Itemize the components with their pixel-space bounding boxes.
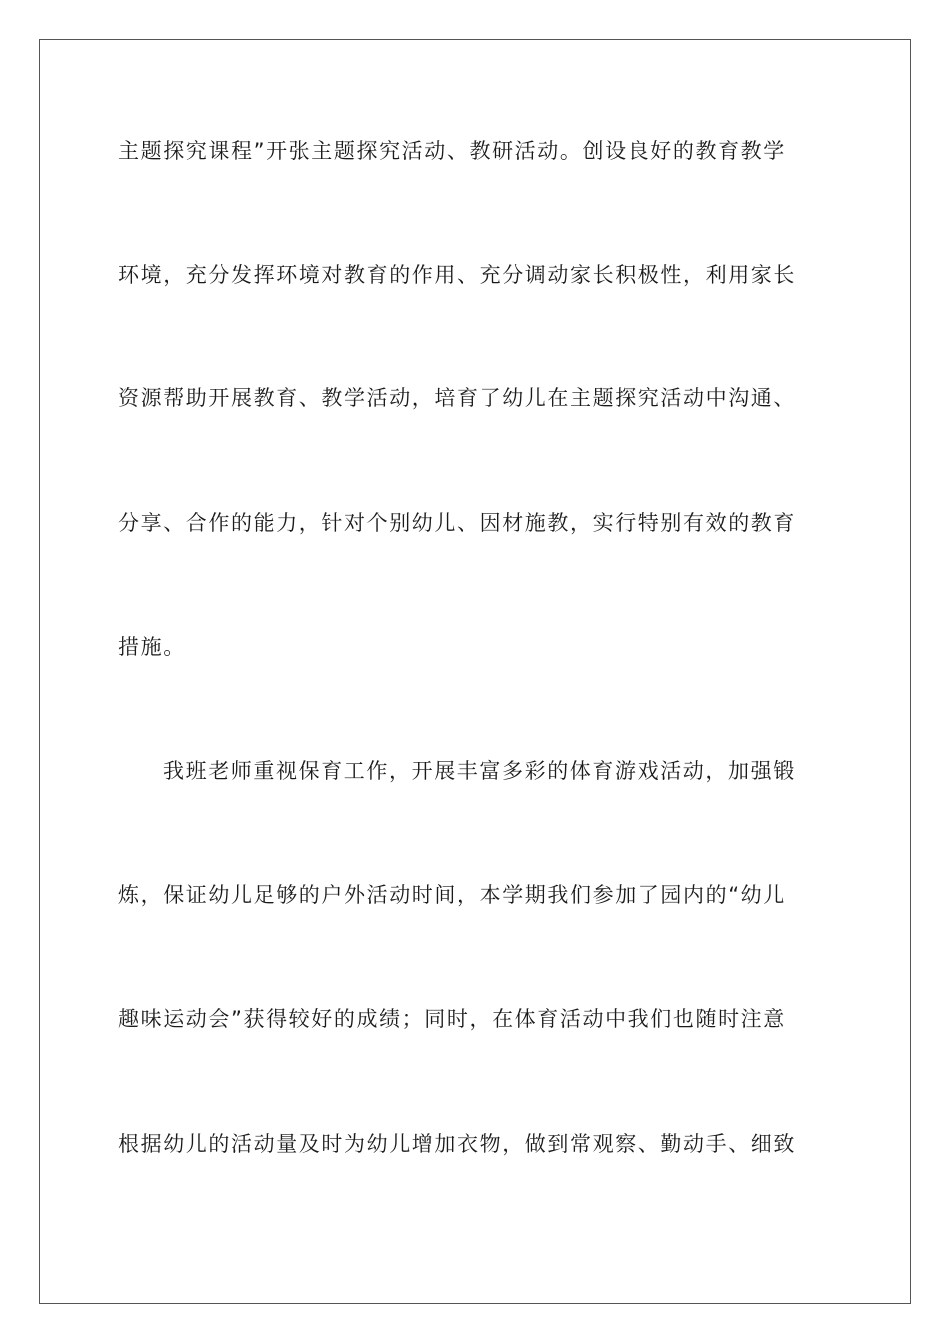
- page-border: [39, 39, 911, 1304]
- paragraph-line: 分享、合作的能力，针对个别幼儿、因材施教，实行特别有效的教育: [118, 511, 796, 535]
- paragraph-line: 主题探究课程”开张主题探究活动、教研活动。创设良好的教育教学: [118, 139, 786, 163]
- paragraph-line: 根据幼儿的活动量及时为幼儿增加衣物，做到常观察、勤动手、细致: [118, 1132, 796, 1156]
- paragraph-line: 措施。: [118, 635, 186, 659]
- paragraph-line: 我班老师重视保育工作，开展丰富多彩的体育游戏活动，加强锻: [163, 759, 796, 783]
- paragraph-line: 资源帮助开展教育、教学活动，培育了幼儿在主题探究活动中沟通、: [118, 386, 796, 410]
- paragraph-line: 环境，充分发挥环境对教育的作用、充分调动家长积极性，利用家长: [118, 263, 796, 287]
- paragraph-line: 炼，保证幼儿足够的户外活动时间，本学期我们参加了园内的“幼儿: [118, 883, 786, 907]
- paragraph-line: 趣味运动会”获得较好的成绩；同时，在体育活动中我们也随时注意: [118, 1007, 786, 1031]
